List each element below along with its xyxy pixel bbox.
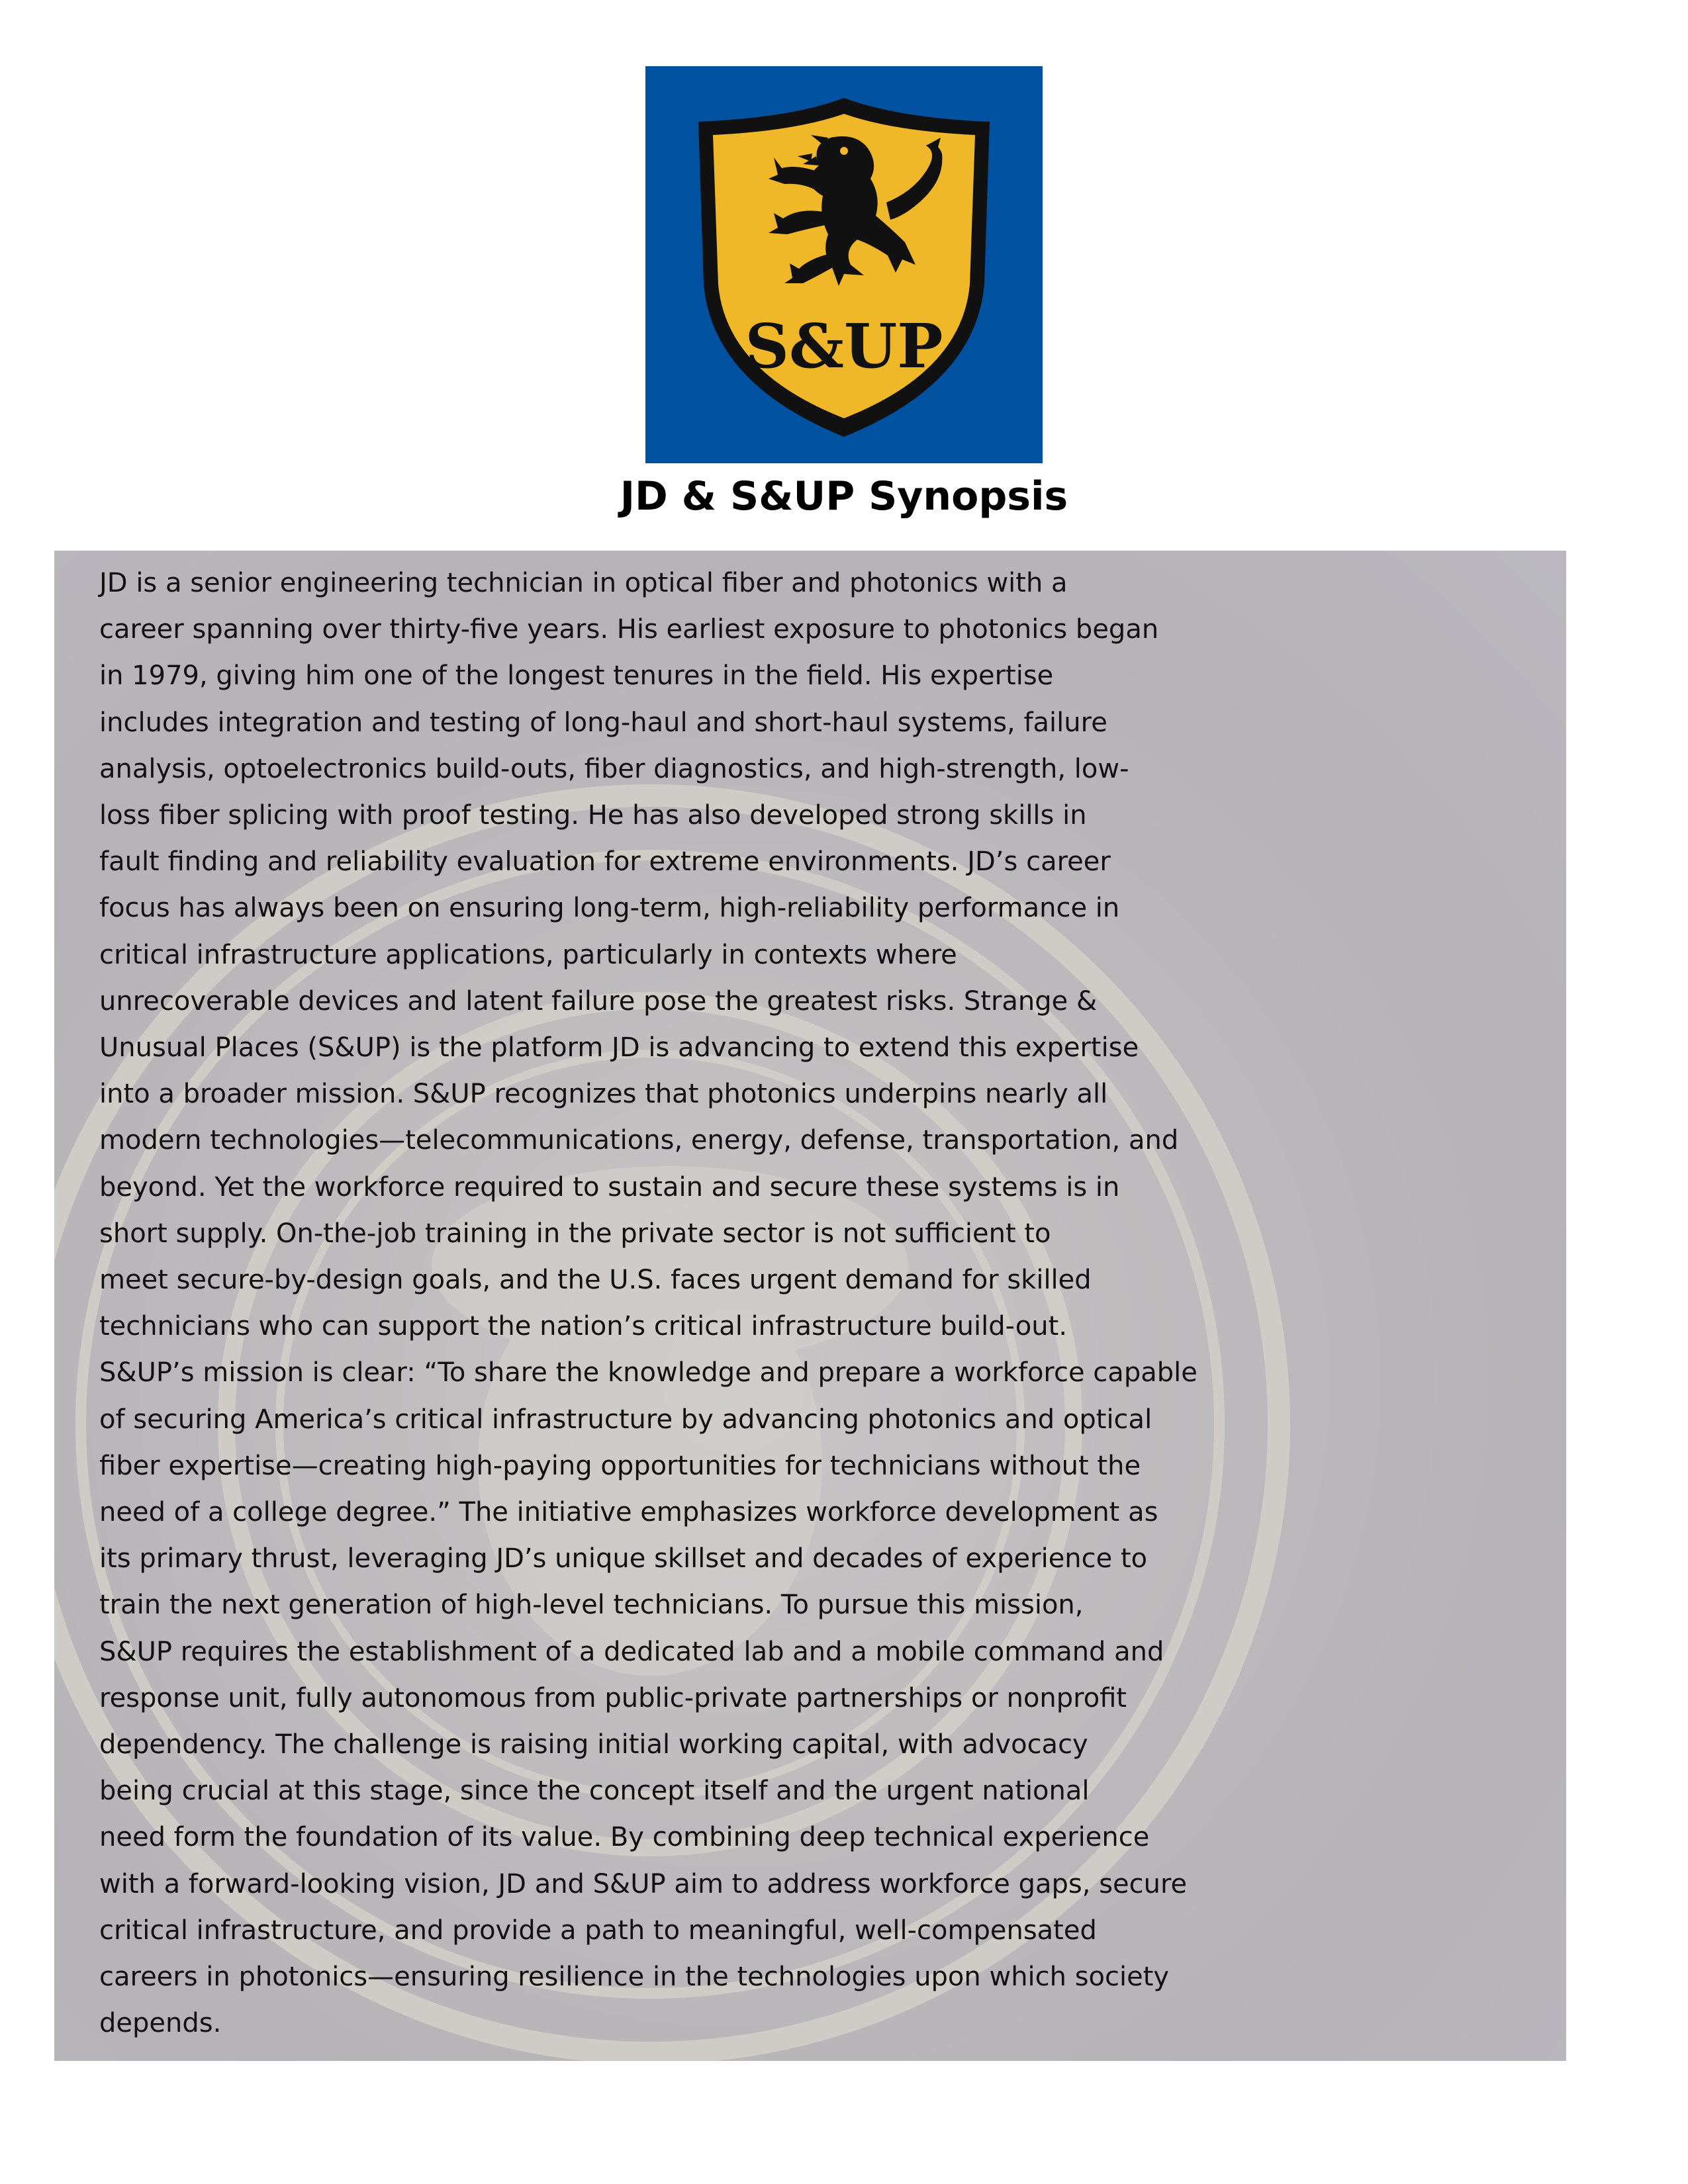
text-line: beyond. Yet the workforce required to sustain and secure these systems is in xyxy=(99,1171,1120,1203)
text-line: includes integration and testing of long-haul and short-haul systems, failure xyxy=(99,707,1107,738)
text-line: fault finding and reliability evaluation for extreme environments. JD’s career xyxy=(99,846,1111,878)
text-line: JD is a senior engineering technician in optical fiber and photonics with a xyxy=(99,568,1068,598)
text-line: need of a college degree.” The initiative emphasizes workforce development as xyxy=(99,1497,1158,1528)
text-line: of securing America’s critical infrastructure by advancing photonics and optical xyxy=(99,1404,1152,1435)
text-line: critical infrastructure applications, particularly in contexts where xyxy=(99,939,957,970)
text-line: S&UP’s mission is clear: “To share the knowledge and prepare a workforce capable xyxy=(99,1357,1197,1388)
text-line: need form the foundation of its value. By combining deep technical experience xyxy=(99,1822,1150,1853)
text-line: unrecoverable devices and latent failure pose the greatest risks. Strange & xyxy=(99,985,1098,1017)
text-line: meet secure-by-design goals, and the U.S. faces urgent demand for skilled xyxy=(99,1265,1092,1296)
sup-logo xyxy=(645,66,1043,463)
text-line: careers in photonics—ensuring resilience in the technologies upon which society xyxy=(99,1962,1170,1993)
text-line: response unit, fully autonomous from public-private partnerships or nonprofit xyxy=(99,1682,1127,1713)
text-line: being crucial at this stage, since the concept itself and the urgent national xyxy=(99,1776,1090,1807)
text-line: S&UP requires the establishment of a dedicated lab and a mobile command and xyxy=(99,1636,1164,1667)
text-line: train the next generation of high-level technicians. To pursue this mission, xyxy=(99,1590,1084,1621)
text-line: its primary thrust, leveraging JD’s unique skillset and decades of experience to xyxy=(99,1543,1148,1574)
text-line: into a broader mission. S&UP recognizes that photonics underpins nearly all xyxy=(99,1079,1108,1110)
lion-shield-icon xyxy=(645,66,1043,463)
text-line: short supply. On-the-job training in the private sector is not sufficient to xyxy=(99,1218,1051,1249)
page-title: JD & S&UP Synopsis xyxy=(620,473,1068,520)
svg-text:S&UP: S&UP xyxy=(745,310,943,382)
text-line: depends. xyxy=(99,2008,222,2039)
text-line: career spanning over thirty-five years. His earliest exposure to photonics began xyxy=(99,614,1159,645)
text-line: focus has always been on ensuring long-term, high-reliability performance in xyxy=(99,893,1120,924)
text-line: loss fiber splicing with proof testing. He has also developed strong skills in xyxy=(99,800,1087,831)
text-line: in 1979, giving him one of the longest tenures in the field. His expertise xyxy=(99,660,1054,692)
text-line: critical infrastructure, and provide a path to meaningful, well-compensated xyxy=(99,1915,1097,1946)
text-line: with a forward-looking vision, JD and S&UP aim to address workforce gaps, secure xyxy=(99,1868,1188,1899)
text-line: technicians who can support the nation’s critical infrastructure build-out. xyxy=(99,1311,1068,1342)
synopsis-panel xyxy=(54,551,1566,2061)
text-line: modern technologies—telecommunications, energy, defense, transportation, and xyxy=(99,1125,1179,1156)
synopsis-text xyxy=(99,560,1350,2047)
text-line: Unusual Places (S&UP) is the platform JD is advancing to extend this expertise xyxy=(99,1032,1139,1064)
text-line: fiber expertise—creating high-paying opportunities for technicians without the xyxy=(99,1450,1141,1481)
text-line: dependency. The challenge is raising initial working capital, with advocacy xyxy=(99,1729,1088,1760)
text-line: analysis, optoelectronics build-outs, fiber diagnostics, and high-strength, low- xyxy=(99,753,1129,784)
